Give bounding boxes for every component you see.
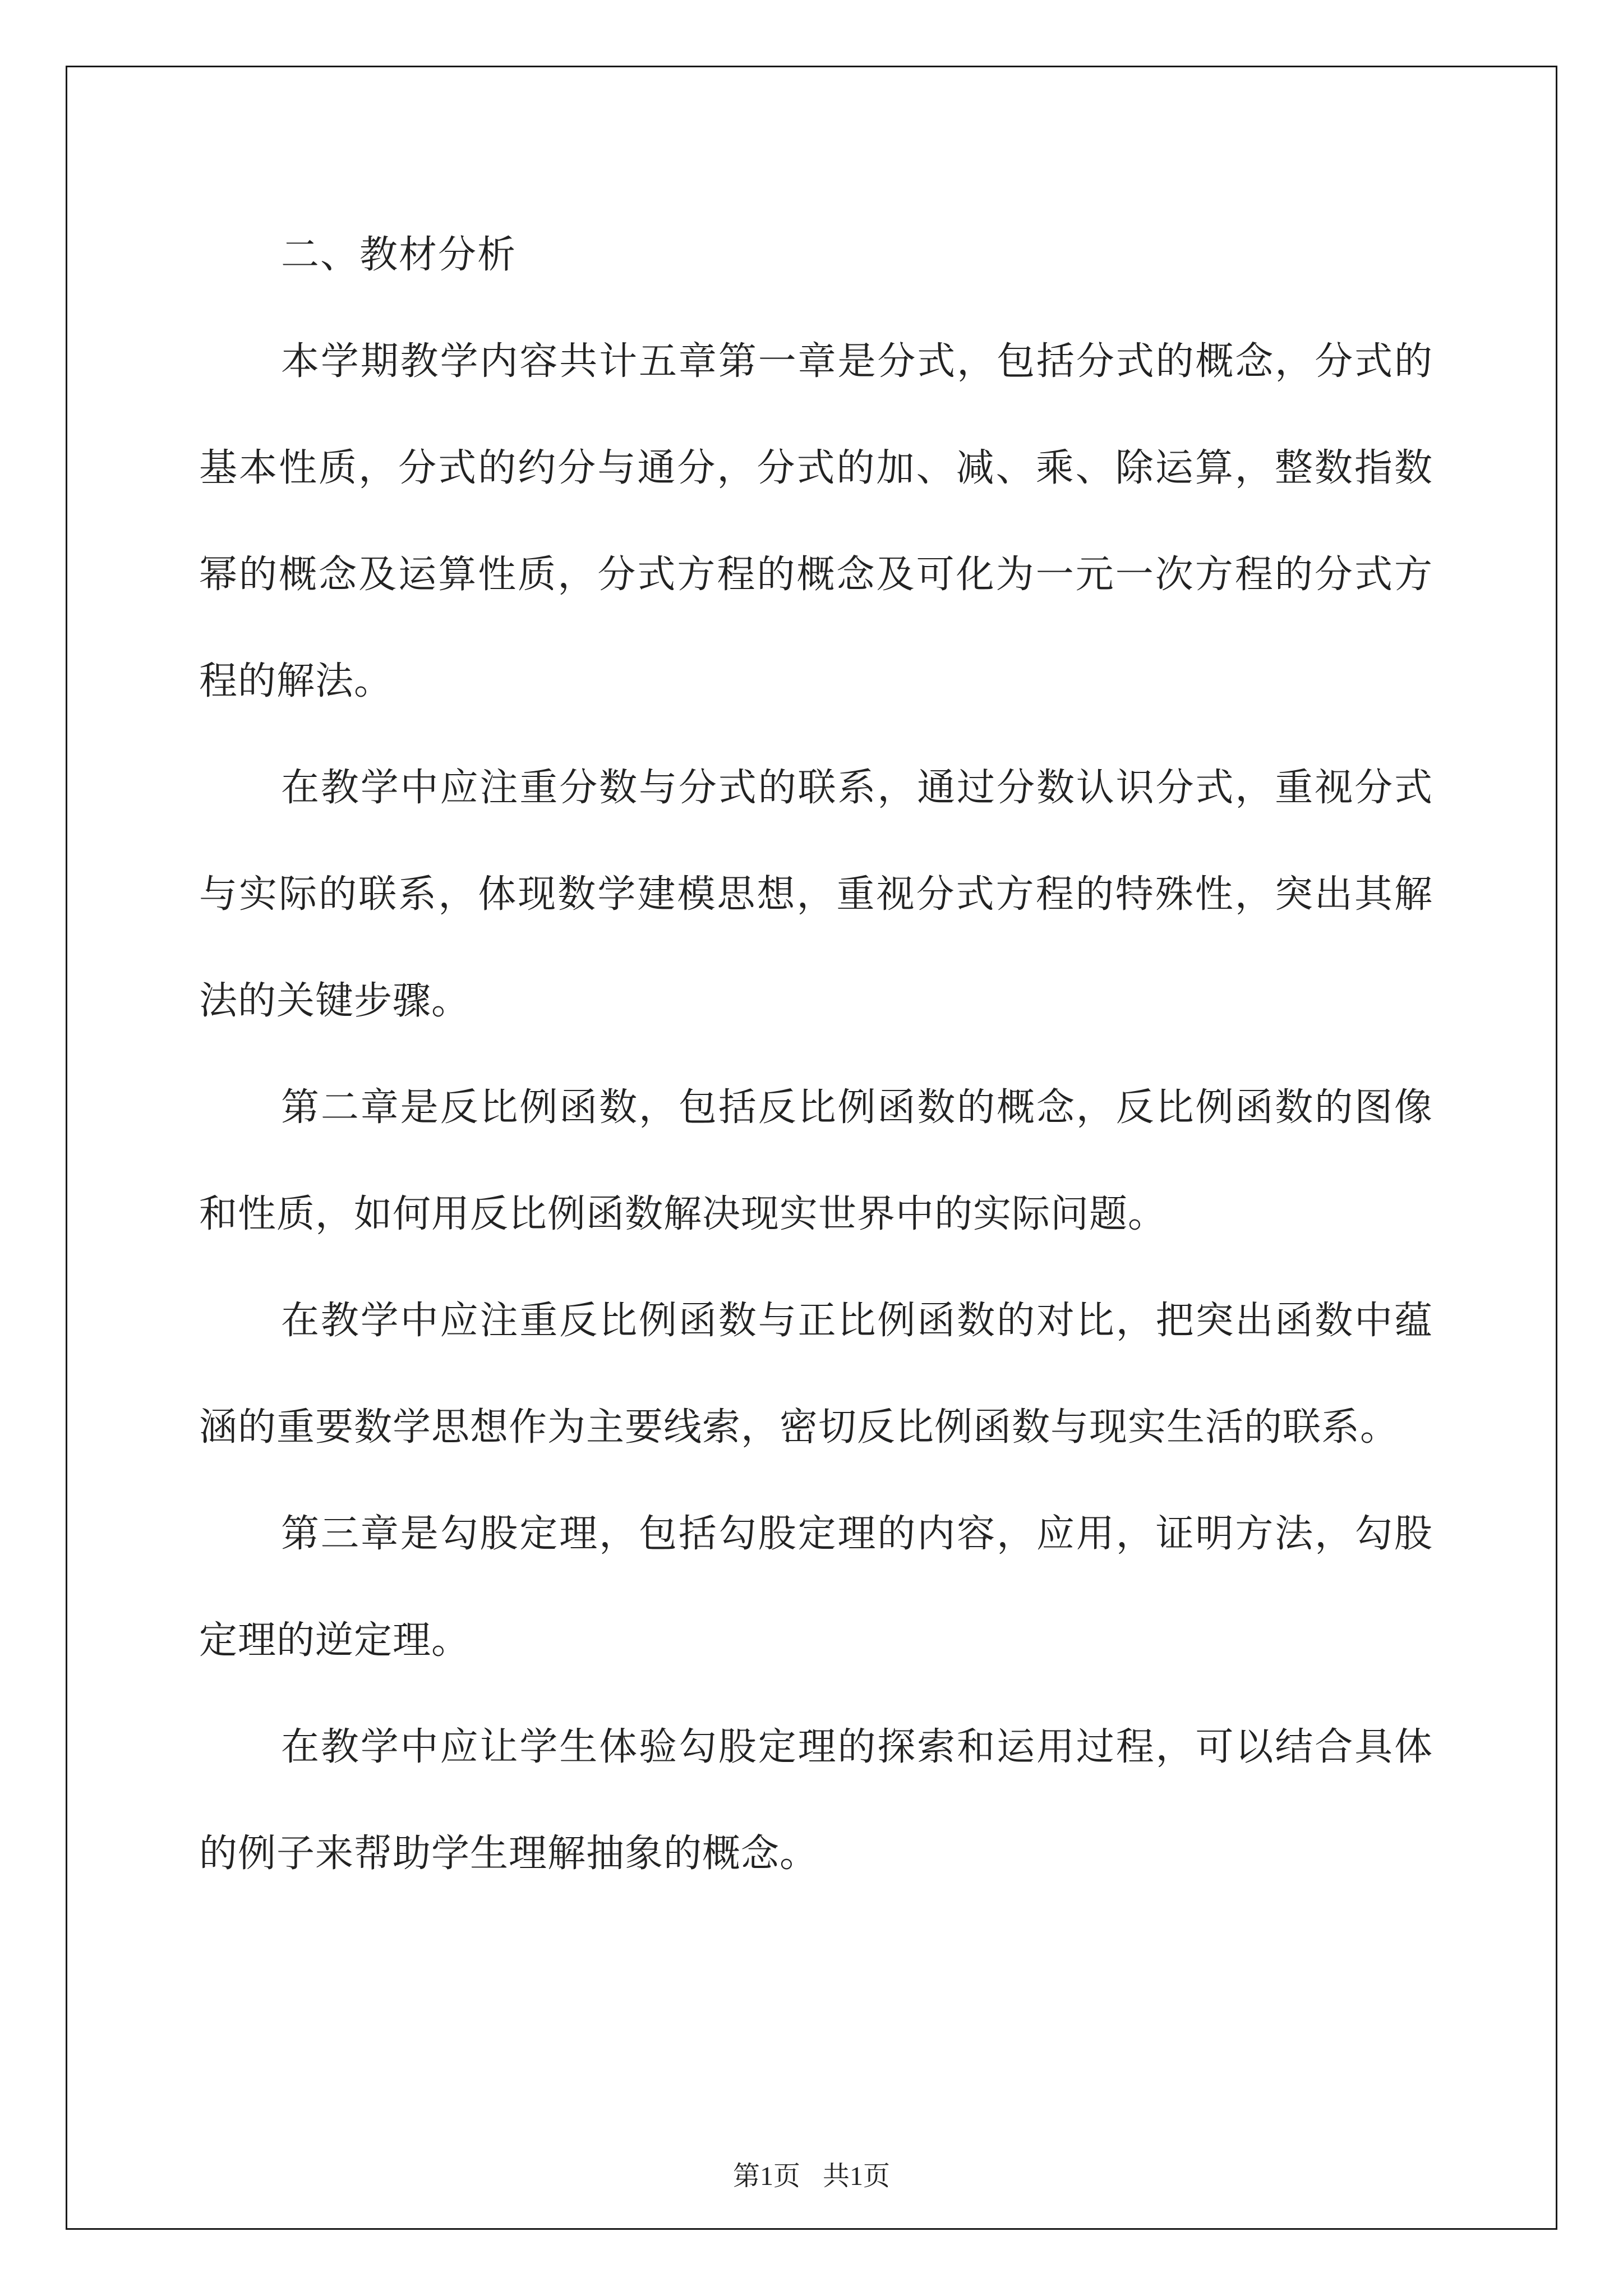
page-number: 第1页 bbox=[732, 2161, 800, 2191]
paragraph: 在教学中应注重反比例函数与正比例函数的对比，把突出函数中蕴涵的重要数学思想作为主要线索，密切反比例函数与现实生活的联系。 bbox=[199, 1299, 1433, 1450]
paragraph: 第三章是勾股定理，包括勾股定理的内容，应用，证明方法，勾股定理的逆定理。 bbox=[199, 1512, 1433, 1663]
paragraph: 在教学中应让学生体验勾股定理的探索和运用过程，可以结合具体的例子来帮助学生理解抽象的概念。 bbox=[199, 1725, 1433, 1876]
paragraph: 本学期教学内容共计五章第一章是分式，包括分式的概念，分式的基本性质，分式的约分与通分，分式的加、减、乘、除运算，整数指数幂的概念及运算性质，分式方程的概念及可化为一元一次方程的分式方程的解法。 bbox=[199, 339, 1433, 703]
paragraph: 第二章是反比例函数，包括反比例函数的概念，反比例函数的图像和性质，如何用反比例函数解决现实世界中的实际问题。 bbox=[199, 1085, 1433, 1236]
document-body bbox=[199, 202, 1433, 1907]
page-footer bbox=[0, 2154, 1623, 2193]
section-heading: 二、教材分析 bbox=[281, 233, 517, 277]
paragraph: 在教学中应注重分数与分式的联系，通过分数认识分式，重视分式与实际的联系，体现数学建模思想，重视分式方程的特殊性，突出其解法的关键步骤。 bbox=[199, 766, 1433, 1023]
page-total: 共1页 bbox=[823, 2161, 891, 2191]
